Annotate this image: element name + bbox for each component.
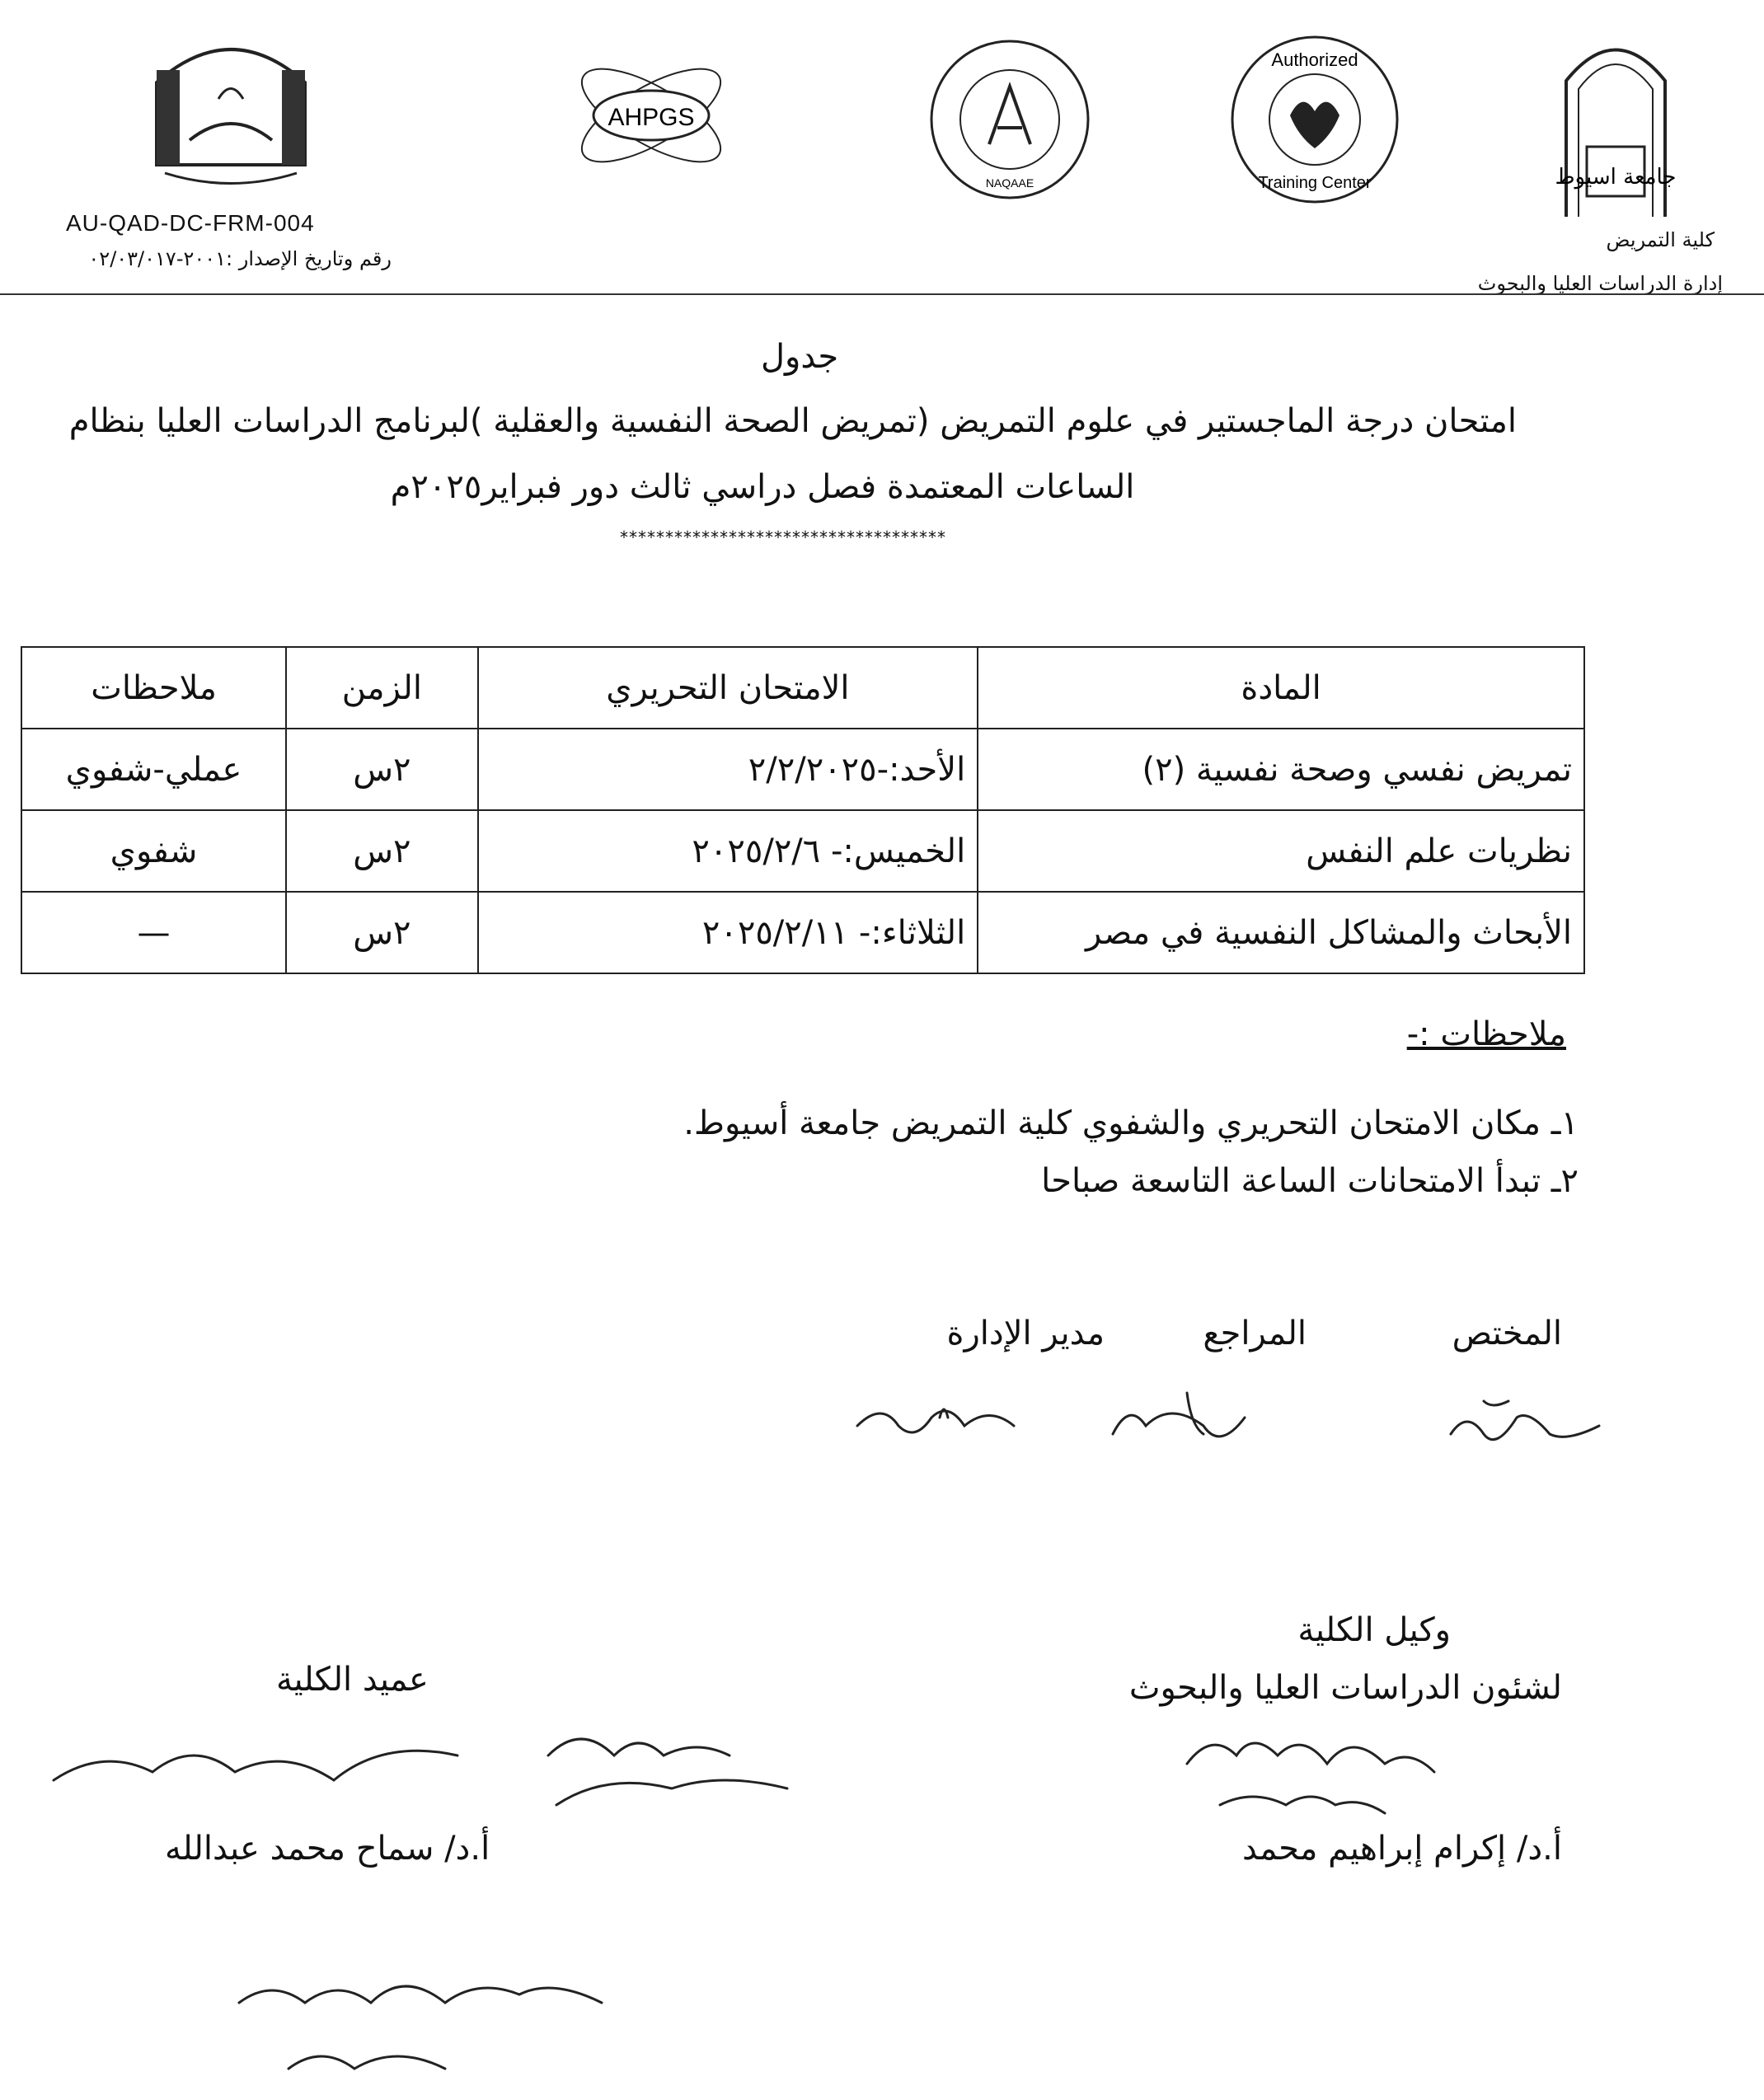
duration-cell: ٢س [286, 810, 478, 892]
faculty-logo [1550, 23, 1682, 221]
notes-cell: شفوي [21, 810, 286, 892]
header-time: الزمن [286, 647, 478, 729]
duration-cell: ٢س [286, 892, 478, 973]
table-row [21, 810, 1584, 892]
handwritten-approval-note [223, 1945, 684, 2085]
document-title: جدول [760, 338, 839, 376]
training-center-text: Training Center [1258, 174, 1372, 192]
vice-dean-office: لشئون الدراسات العليا والبحوث [1128, 1669, 1562, 1707]
duration-cell: ٢س [286, 729, 478, 810]
notes-cell: — [21, 892, 286, 973]
naqaae-logo [923, 37, 1096, 202]
notes-cell: عملي-شفوي [21, 729, 286, 810]
form-code: AU-QAD-DC-FRM-004 [66, 210, 315, 236]
vice-dean-signature [1171, 1714, 1541, 1830]
handwritten-signatures-row [841, 1368, 1632, 1467]
note-item: ٢ـ تبدأ الامتحانات الساعة التاسعة صباحا [1041, 1162, 1579, 1200]
quality-unit-logo [140, 25, 321, 190]
subject-cell: تمريض نفسي وصحة نفسية (٢) [978, 729, 1584, 810]
vice-dean-name: أ.د/ إكرام إبراهيم محمد [1242, 1830, 1562, 1868]
issue-number-date: رقم وتاريخ الإصدار :٢٠٠١-٠٢/٠٣/٠١٧ [88, 247, 392, 270]
university-wordmark: جامعة اسيوط [1555, 165, 1677, 190]
admin-manager-label: مدير الإدارة [946, 1315, 1105, 1352]
reviewer-label: المراجع [1203, 1315, 1307, 1352]
dean-title: عميد الكلية [276, 1661, 429, 1699]
title-stars-divider: ************************************ [620, 527, 946, 547]
ahpgs-logo [569, 33, 734, 198]
college-name: كلية التمريض [1606, 228, 1715, 251]
header-subject: المادة [978, 647, 1584, 729]
authorized-text: Authorized [1271, 49, 1358, 70]
exam-description-line-2: الساعات المعتمدة فصل دراسي ثالث دور فبراير٢٠٢٥م [390, 468, 1135, 506]
table-row [21, 729, 1584, 810]
exam-schedule-table [21, 646, 1585, 974]
notes-heading: ملاحظات :- [1406, 1015, 1566, 1053]
specialist-label: المختص [1452, 1315, 1562, 1352]
exam-date-cell: الأحد:-٢/٢/٢٠٢٥ [478, 729, 978, 810]
exam-description-line-1: امتحان درجة الماجستير في علوم التمريض (تمريض الصحة النفسية والعقلية )لبرنامج الدراسات العليا بنظام [68, 402, 1517, 440]
table-row [21, 892, 1584, 973]
header-divider [0, 293, 1764, 295]
vice-dean-title: وكيل الكلية [1297, 1611, 1451, 1649]
department-name: إدارة الدراسات العليا والبحوث [1477, 272, 1723, 295]
exam-date-cell: الثلاثاء:- ٢٠٢٥/٢/١١ [478, 892, 978, 973]
dean-signature [45, 1690, 886, 1830]
note-item: ١ـ مكان الامتحان التحريري والشفوي كلية التمريض جامعة أسيوط. [683, 1104, 1579, 1142]
ahpgs-text: AHPGS [608, 104, 695, 131]
dean-name: أ.د/ سماح محمد عبدالله [165, 1830, 490, 1868]
table-header-row [21, 647, 1584, 729]
header-notes: ملاحظات [21, 647, 286, 729]
subject-cell: الأبحاث والمشاكل النفسية في مصر [978, 892, 1584, 973]
subject-cell: نظريات علم النفس [978, 810, 1584, 892]
naqaae-text: NAQAAE [985, 176, 1034, 190]
aha-training-center-logo [1228, 33, 1401, 206]
exam-date-cell: الخميس:- ٢٠٢٥/٢/٦ [478, 810, 978, 892]
header-exam: الامتحان التحريري [478, 647, 978, 729]
